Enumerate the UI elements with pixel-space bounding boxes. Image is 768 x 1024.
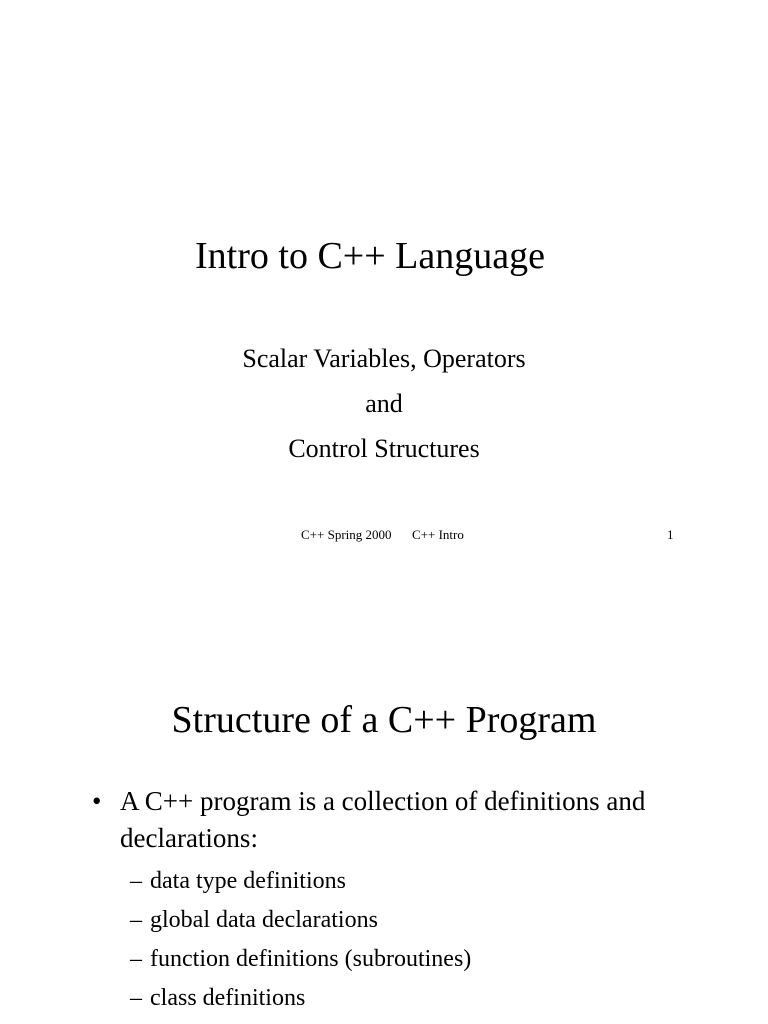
footer-page-number: 1	[667, 527, 674, 542]
sub-item-text: function definitions (subroutines)	[150, 946, 472, 972]
footer-topic: C++ Intro	[412, 527, 464, 542]
sub-item	[130, 940, 730, 979]
slide-1-title: Intro to C++ Language	[195, 235, 545, 277]
subtitle-line: Scalar Variables, Operators	[242, 344, 526, 373]
sub-item-dash: –	[130, 907, 142, 933]
footer-course: C++ Spring 2000	[301, 527, 392, 542]
sub-item-dash: –	[130, 946, 142, 972]
sub-item-list	[130, 862, 730, 1018]
bullet-item	[92, 783, 712, 857]
bullet-text: A C++ program is a collection of definitions and declarations:	[120, 786, 646, 853]
slide-2-title: Structure of a C++ Program	[171, 699, 597, 741]
subtitle-line: Control Structures	[288, 434, 480, 463]
bullet-marker: •	[92, 786, 102, 816]
slide-1-subtitle	[0, 336, 768, 471]
sub-item-text: class definitions	[150, 985, 306, 1011]
sub-item-text: data type definitions	[150, 868, 346, 894]
sub-item	[130, 901, 730, 940]
sub-item	[130, 979, 730, 1018]
sub-item-dash: –	[130, 985, 142, 1011]
sub-item-text: global data declarations	[150, 907, 378, 933]
sub-item	[130, 862, 730, 901]
subtitle-line: and	[365, 389, 403, 418]
sub-item-dash: –	[130, 868, 142, 894]
